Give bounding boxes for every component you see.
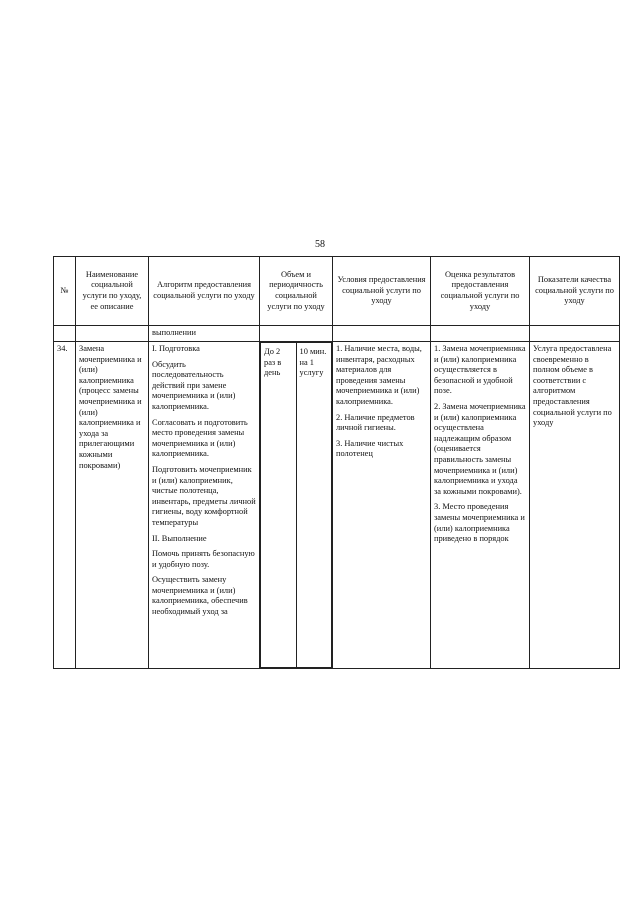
algorithm-step: II. Выполнение xyxy=(152,533,207,543)
header-evaluation: Оценка результатов предоставления социальной услуги по уходу xyxy=(431,257,530,326)
header-indicators: Показатели качества социальной услуги по уходу xyxy=(530,257,620,326)
header-volume: Объем и периодичность социальной услуги по уходу xyxy=(260,257,333,326)
row-algorithm xyxy=(149,342,260,669)
row-indicators: Услуга предоставлена своевременно в полном объеме в соответствии с алгоритмом предоставления социальной услуги по уходу xyxy=(530,342,620,669)
evaluation-item: 1. Замена мочеприемника и (или) калоприемника осуществляется в безопасной и удобной позе. xyxy=(434,344,526,396)
evaluation-item: 3. Место проведения замены мочеприемника и (или) калоприемника приведено в порядок xyxy=(434,502,525,544)
row-name: Замена мочеприемника и (или) калоприемника (процесс замены мочеприемника и (или) калоприемника и ухода за прилегающими кожными покровами) xyxy=(76,342,149,669)
algorithm-step: I. Подготовка xyxy=(152,344,200,353)
row-evaluation xyxy=(431,342,530,669)
header-name: Наименование социальной услуги по уходу, ее описание xyxy=(76,257,149,326)
header-algorithm: Алгоритм предоставления социальной услуги по уходу xyxy=(149,257,260,326)
header-num: № xyxy=(54,257,76,326)
condition-item: 1. Наличие места, воды, инвентаря, расходных материалов для проведения замены мочеприемника и (или) калоприемника. xyxy=(336,344,422,406)
social-services-table xyxy=(53,256,620,669)
row-volume xyxy=(260,342,333,669)
row-num: 34. xyxy=(54,342,76,669)
condition-item: 3. Наличие чистых полотенец xyxy=(336,438,404,459)
volume-frequency: До 2 раз в день xyxy=(261,343,297,668)
table-header-row xyxy=(54,257,620,326)
header-conditions: Условия предоставления социальной услуги по уходу xyxy=(333,257,431,326)
algorithm-step: Подготовить мочеприемник и (или) калоприемник, чистые полотенца, инвентарь, предметы личной гигиены, воду комфортной температуры xyxy=(152,464,256,527)
algorithm-step: Согласовать и подготовить место проведения замены мочеприемника и (или) калоприемника. xyxy=(152,417,248,459)
algorithm-step: Помочь принять безопасную и удобную позу. xyxy=(152,549,255,569)
page-number: 58 xyxy=(315,239,325,250)
table-row xyxy=(54,342,620,669)
row-conditions xyxy=(333,342,431,669)
algorithm-step: Обсудить последовательность действий при замене мочеприемника и (или) калоприемника. xyxy=(152,359,236,411)
volume-duration: 10 мин. на 1 услугу xyxy=(296,343,332,668)
continuation-algorithm: выполнении xyxy=(149,326,260,342)
continuation-row xyxy=(54,326,620,342)
evaluation-item: 2. Замена мочеприемника и (или) калоприемника осуществлена надлежащим образом (оценивается правильность замены мочеприемника и (или) калоприемника и ухода за кожными покровами). xyxy=(434,401,526,496)
algorithm-step: Осуществить замену мочеприемника и (или) калоприемника, обеспечив необходимый уход за xyxy=(152,575,248,617)
condition-item: 2. Наличие предметов личной гигиены. xyxy=(336,412,415,433)
